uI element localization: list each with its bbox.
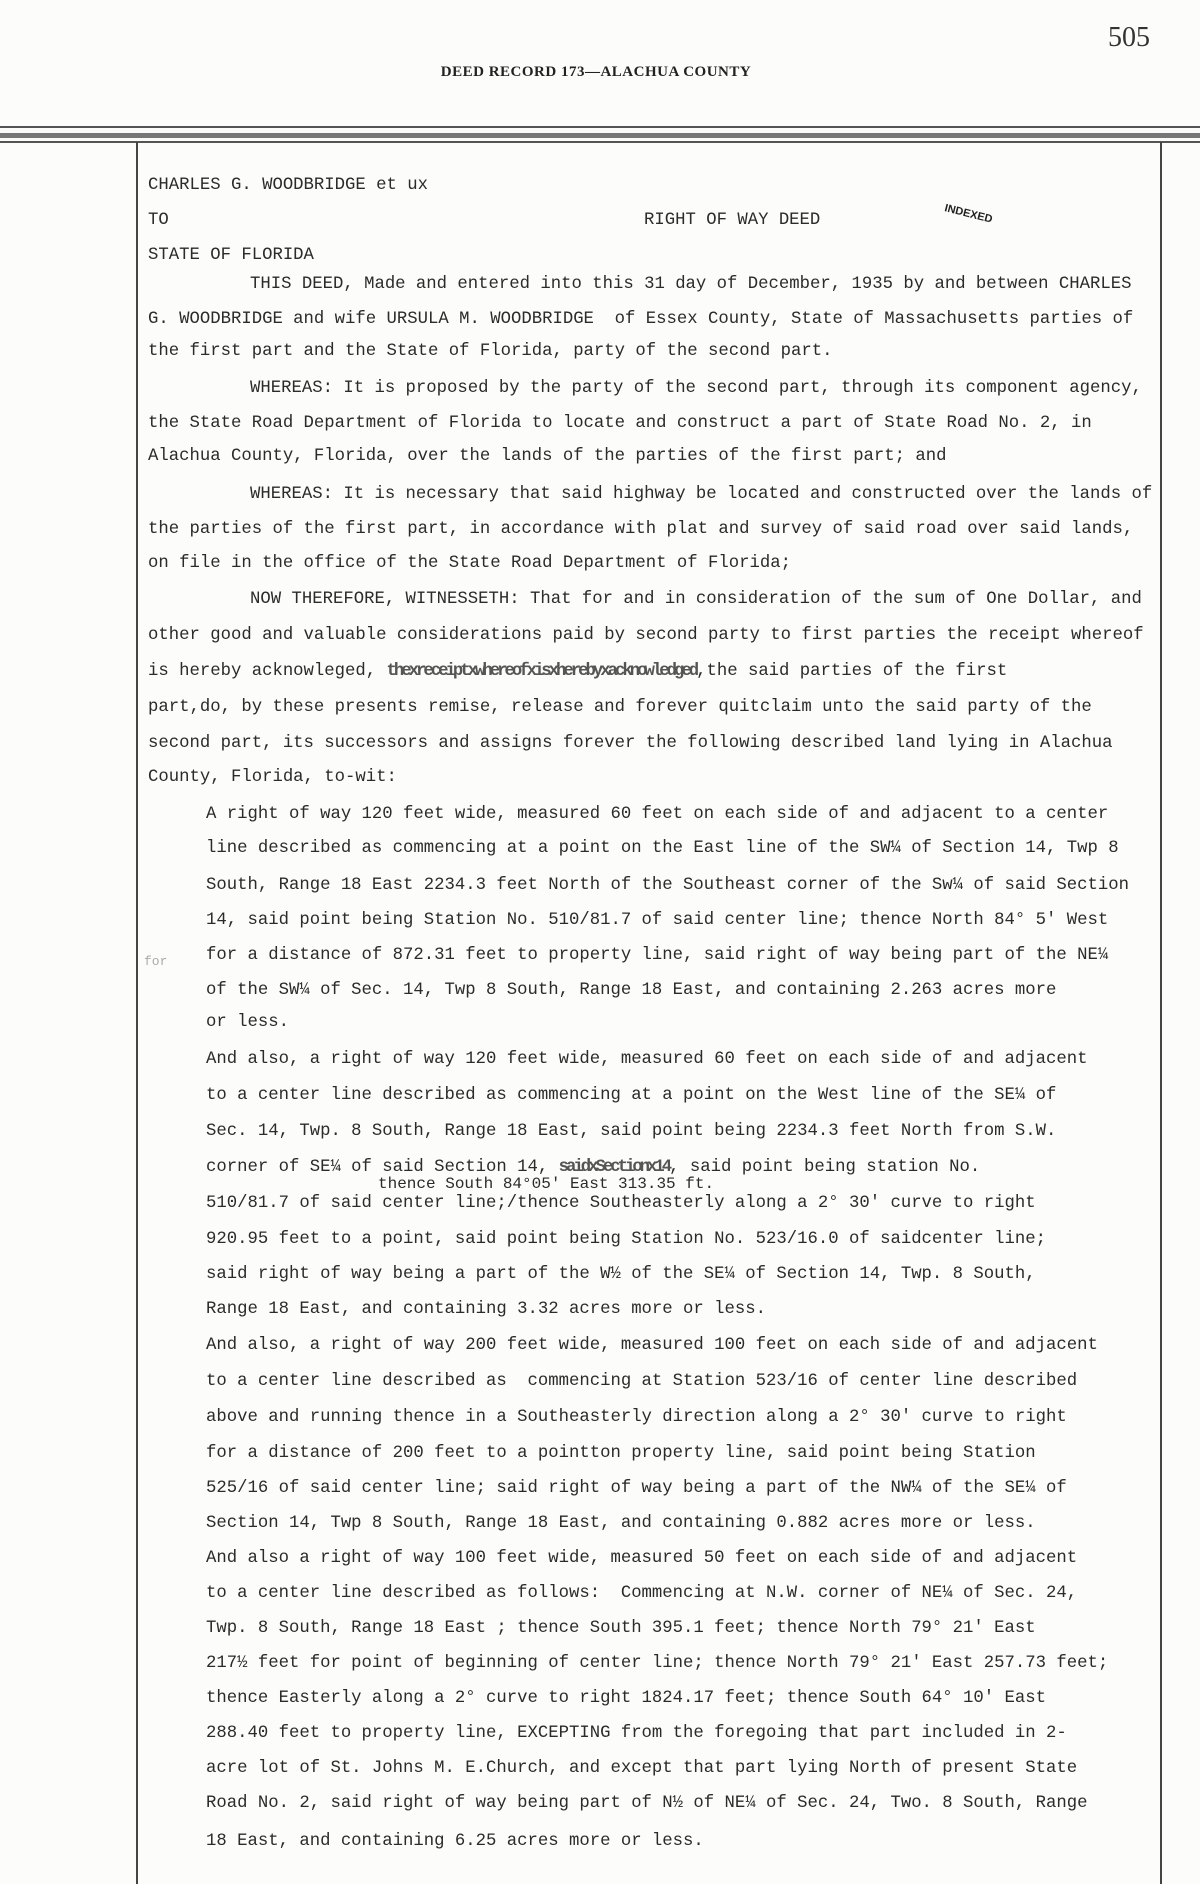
grantee: STATE OF FLORIDA (148, 246, 314, 265)
deed-line: And also, a right of way 120 feet wide, measured 60 feet on each side of and adjacent (206, 1050, 1088, 1069)
deed-line: Sec. 14, Twp. 8 South, Range 18 East, said point being 2234.3 feet North from S.W. (206, 1122, 1057, 1141)
deed-line: for a distance of 200 feet to a pointton property line, said point being Station (206, 1444, 1036, 1463)
deed-line: G. WOODBRIDGE and wife URSULA M. WOODBRIDGE of Essex County, State of Massachusetts parties of (148, 310, 1134, 329)
deed-line: for a distance of 872.31 feet to property line, said right of way being part of the NE¼ (206, 946, 1109, 965)
deed-line: County, Florida, to-wit: (148, 768, 397, 787)
deed-line: is hereby acknowleged, thexreceiptxwhereofxisxherebyxacknowledged,the said parties of the first (148, 662, 1008, 681)
deed-line: Alachua County, Florida, over the lands of the parties of the first part; and (148, 447, 947, 466)
header-rule-thick (0, 133, 1200, 138)
deed-line: second part, its successors and assigns forever the following described land lying in Alachua (148, 734, 1113, 753)
to-label: TO (148, 211, 169, 230)
header-rule-bottom (0, 141, 1200, 143)
grantor: CHARLES G. WOODBRIDGE et ux (148, 176, 429, 195)
deed-line: WHEREAS: It is necessary that said highway be located and constructed over the lands of (250, 485, 1153, 504)
deed-line: to a center line described as commencing at Station 523/16 of center line described (206, 1372, 1078, 1391)
deed-line: 18 East, and containing 6.25 acres more or less. (206, 1832, 704, 1851)
deed-line: the first part and the State of Florida, party of the second part. (148, 342, 833, 361)
deed-line: NOW THEREFORE, WITNESSETH: That for and in consideration of the sum of One Dollar, and (250, 590, 1142, 609)
struck-text: saidxSectionx14 (558, 1158, 670, 1177)
deed-line: other good and valuable considerations paid by second party to first parties the receipt whereof (148, 626, 1144, 645)
deed-line: corner of SE¼ of said Section 14, saidxSectionx14, said point being station No. (206, 1158, 981, 1177)
deed-line: thence Easterly along a 2° curve to right 1824.17 feet; thence South 64° 10' East (206, 1689, 1047, 1708)
deed-line: And also a right of way 100 feet wide, measured 50 feet on each side of and adjacent (206, 1549, 1078, 1568)
deed-line: 920.95 feet to a point, said point being Station No. 523/16.0 of saidcenter line; (206, 1230, 1047, 1249)
deed-line: said right of way being a part of the W½ of the SE¼ of Section 14, Twp. 8 South, (206, 1265, 1036, 1284)
deed-line: 525/16 of said center line; said right of way being a part of the NW¼ of the SE¼ of (206, 1479, 1067, 1498)
deed-line: South, Range 18 East 2234.3 feet North of the Southeast corner of the Sw¼ of said Section (206, 876, 1129, 895)
deed-title: RIGHT OF WAY DEED (644, 211, 821, 230)
box-right-border (1160, 142, 1162, 1884)
deed-line: part,do, by these presents remise, release and forever quitclaim unto the said party of the (148, 698, 1092, 717)
deed-line: of the SW¼ of Sec. 14, Twp 8 South, Range 18 East, and containing 2.263 acres more (206, 981, 1057, 1000)
deed-line: And also, a right of way 200 feet wide, measured 100 feet on each side of and adjacent (206, 1336, 1098, 1355)
deed-line: thence South 84°05' East 313.35 ft. (378, 1175, 715, 1193)
margin-note: for (144, 954, 168, 969)
deed-line: Twp. 8 South, Range 18 East ; thence South 395.1 feet; thence North 79° 21' East (206, 1619, 1036, 1638)
box-left-border (136, 142, 138, 1884)
deed-line-continuation: , said point being station No. (669, 1158, 981, 1177)
deed-line: to a center line described as follows: Commencing at N.W. corner of NE¼ of Sec. 24, (206, 1584, 1078, 1603)
deed-line: A right of way 120 feet wide, measured 60 feet on each side of and adjacent to a center (206, 805, 1109, 824)
deed-line: WHEREAS: It is proposed by the party of the second part, through its component agency, (250, 379, 1142, 398)
deed-line: 510/81.7 of said center line;/thence Southeasterly along a 2° 30' curve to right (206, 1194, 1036, 1213)
deed-line: on file in the office of the State Road Department of Florida; (148, 554, 791, 573)
header-rule (0, 126, 1200, 128)
deed-line: Section 14, Twp 8 South, Range 18 East, and containing 0.882 acres more or less. (206, 1514, 1036, 1533)
deed-line: or less. (206, 1013, 289, 1032)
deed-line: acre lot of St. Johns M. E.Church, and except that part lying North of present State (206, 1759, 1078, 1778)
deed-line: the parties of the first part, in accordance with plat and survey of said road over said lands, (148, 520, 1134, 539)
deed-line-continuation: ,the said parties of the first (696, 662, 1008, 681)
indexed-stamp: INDEXED (943, 202, 994, 226)
deed-line: 288.40 feet to property line, EXCEPTING from the foregoing that part included in 2- (206, 1724, 1067, 1743)
deed-line: to a center line described as commencing at a point on the West line of the SE¼ of (206, 1086, 1057, 1105)
deed-line: Road No. 2, said right of way being part of N½ of NE¼ of Sec. 24, Two. 8 South, Range (206, 1794, 1088, 1813)
running-title: DEED RECORD 173—ALACHUA COUNTY (440, 64, 752, 80)
deed-line: above and running thence in a Southeasterly direction along a 2° 30' curve to right (206, 1408, 1067, 1427)
struck-text: thexreceiptxwhereofxisxherebyxacknowledged (386, 662, 697, 681)
page-number: 505 (1108, 22, 1150, 53)
deed-line: the State Road Department of Florida to locate and construct a part of State Road No. 2, in (148, 414, 1092, 433)
deed-line: THIS DEED, Made and entered into this 31 day of December, 1935 by and between CHARLES (250, 275, 1132, 294)
deed-line: line described as commencing at a point on the East line of the SW¼ of Section 14, Twp 8 (206, 839, 1119, 858)
deed-line: 217½ feet for point of beginning of center line; thence North 79° 21' East 257.73 feet; (206, 1654, 1109, 1673)
deed-line: Range 18 East, and containing 3.32 acres more or less. (206, 1300, 767, 1319)
deed-line: 14, said point being Station No. 510/81.7 of said center line; thence North 84° 5' West (206, 911, 1109, 930)
